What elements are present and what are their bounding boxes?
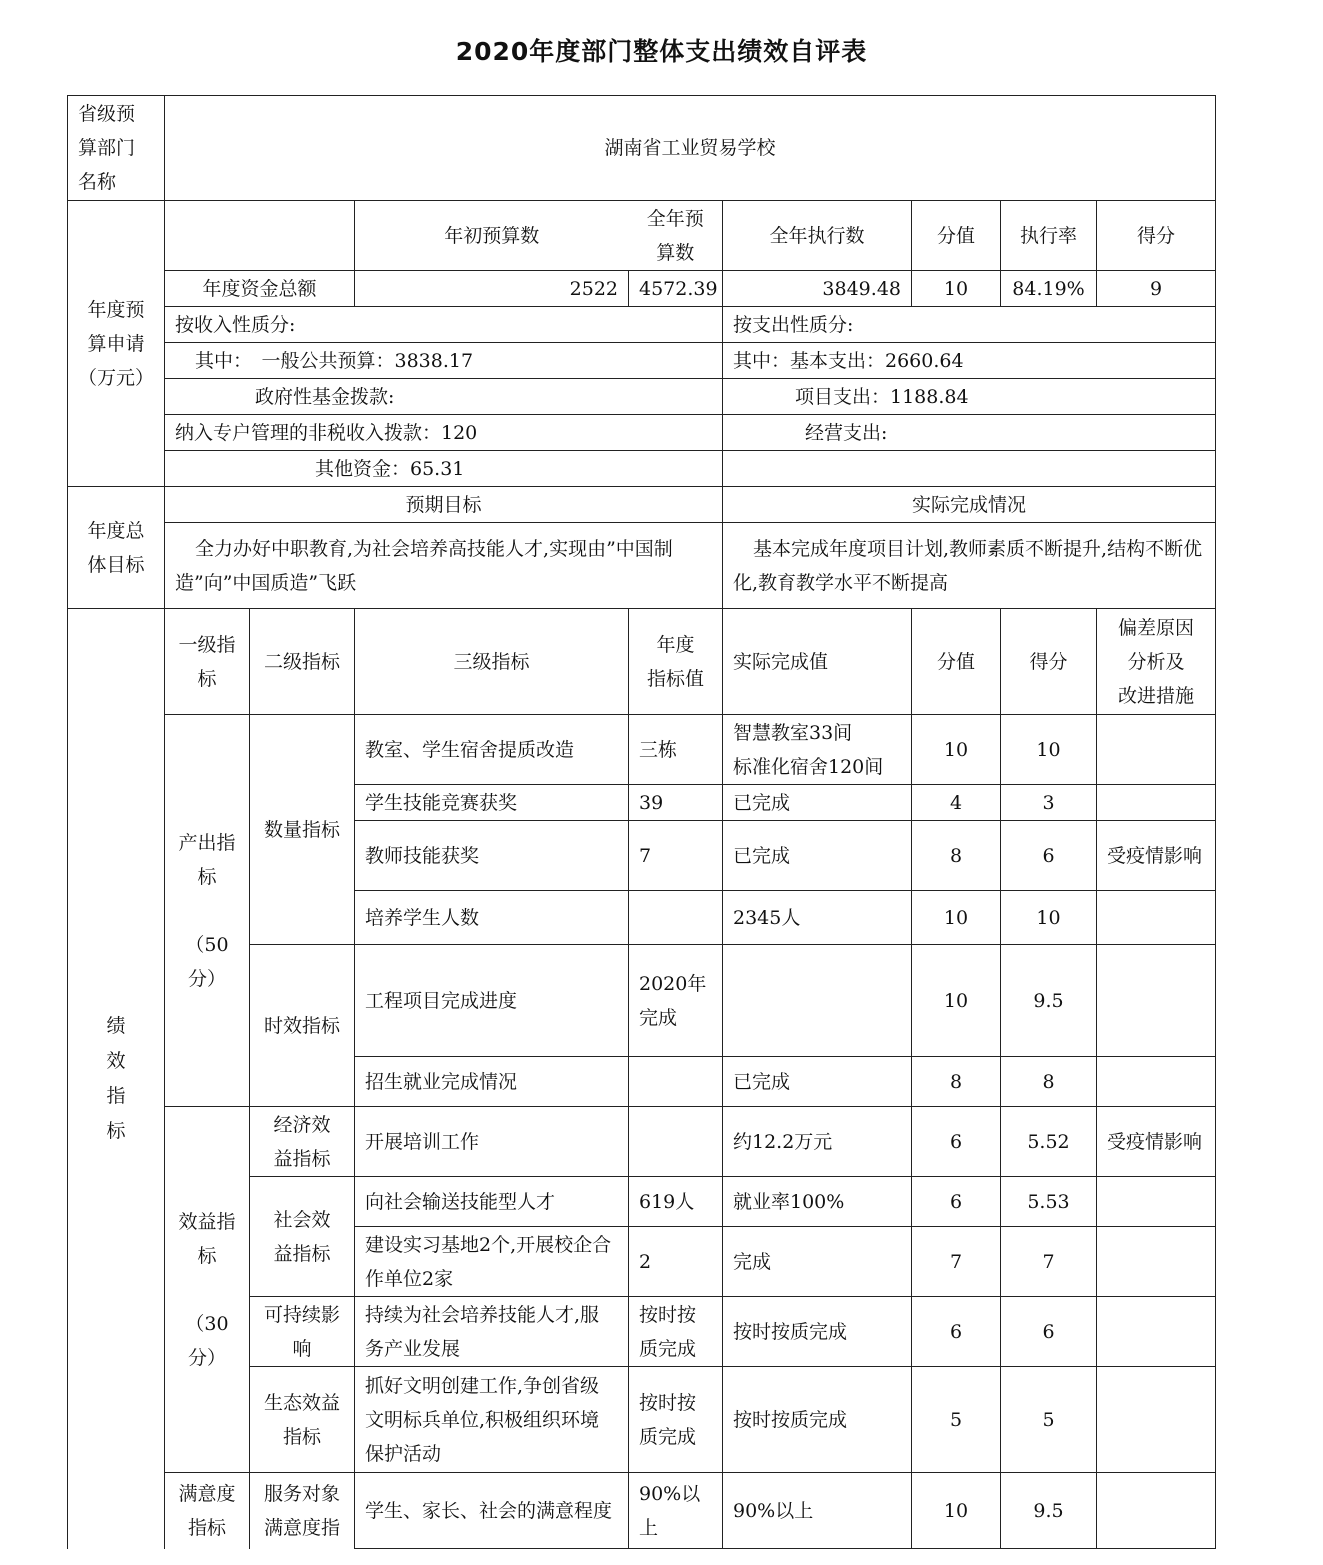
- level3-cell: 抓好文明创建工作,争创省级文明标兵单位,积极组织环境保护活动: [355, 1367, 629, 1473]
- actual-cell: 90%以上: [723, 1473, 912, 1549]
- actual-cell: 已完成: [723, 1057, 912, 1107]
- social-benefit-label: 社会效 益指标: [250, 1177, 355, 1297]
- score-value-cell: 10: [912, 945, 1001, 1057]
- expense-basic: 其中：基本支出：2660.64: [723, 343, 1216, 379]
- deviation-cell: 受疫情影响: [1097, 1107, 1216, 1177]
- score-cell: 9.5: [1001, 1473, 1097, 1549]
- header-initial-budget: 年初预算数: [355, 201, 629, 271]
- deviation-cell: [1097, 1057, 1216, 1107]
- score-value-cell: 6: [912, 1297, 1001, 1367]
- header-annual-budget: 全年预算数: [629, 201, 723, 271]
- target-cell: 2: [629, 1227, 723, 1297]
- level3-cell: 学生、家长、社会的满意程度: [355, 1473, 629, 1549]
- actual-cell: 就业率100%: [723, 1177, 912, 1227]
- total-score: 9: [1097, 271, 1216, 307]
- score-value-cell: 6: [912, 1107, 1001, 1177]
- actual-cell: 按时按质完成: [723, 1297, 912, 1367]
- target-cell: 619人: [629, 1177, 723, 1227]
- goals-label: 年度总 体目标: [68, 487, 165, 609]
- satisfaction-indicator-label: 满意度 指标: [165, 1473, 250, 1549]
- ecological-benefit-label: 生态效益 指标: [250, 1367, 355, 1473]
- target-cell: [629, 1057, 723, 1107]
- quantity-indicator-label: 数量指标: [250, 715, 355, 945]
- target-cell: 2020年完成: [629, 945, 723, 1057]
- score-value-cell: 10: [912, 891, 1001, 945]
- header-level2: 二级指标: [250, 609, 355, 715]
- header-executed: 全年执行数: [723, 201, 912, 271]
- deviation-cell: [1097, 1367, 1216, 1473]
- score-cell: 6: [1001, 821, 1097, 891]
- target-cell: 三栋: [629, 715, 723, 785]
- total-executed: 3849.48: [723, 271, 912, 307]
- deviation-cell: [1097, 1473, 1216, 1549]
- actual-cell: 完成: [723, 1227, 912, 1297]
- service-satisfaction-label: 服务对象 满意度指: [250, 1473, 355, 1549]
- deviation-cell: [1097, 715, 1216, 785]
- score-cell: 7: [1001, 1227, 1097, 1297]
- deviation-cell: [1097, 891, 1216, 945]
- score-cell: 5: [1001, 1367, 1097, 1473]
- income-general: 其中： 一般公共预算：3838.17: [165, 343, 723, 379]
- target-cell: 7: [629, 821, 723, 891]
- sustainable-impact-label: 可持续影 响: [250, 1297, 355, 1367]
- expected-goal-text: 全力办好中职教育,为社会培养高技能人才,实现由”中国制造”向”中国质造”飞跃: [165, 523, 723, 609]
- score-cell: 6: [1001, 1297, 1097, 1367]
- target-cell: 按时按质完成: [629, 1367, 723, 1473]
- income-title: 按收入性质分:: [165, 307, 723, 343]
- expense-blank: [723, 451, 1216, 487]
- total-rate: 84.19%: [1001, 271, 1097, 307]
- target-cell: [629, 1107, 723, 1177]
- expense-project: 项目支出：1188.84: [723, 379, 1216, 415]
- target-cell: 39: [629, 785, 723, 821]
- deviation-cell: [1097, 945, 1216, 1057]
- score-cell: 10: [1001, 715, 1097, 785]
- output-indicator-label: 产出指 标 （50 分）: [165, 715, 250, 1107]
- budget-header-blank: [165, 201, 355, 271]
- score-value-cell: 8: [912, 1057, 1001, 1107]
- dept-label: 省级预 算部门 名称: [68, 96, 165, 201]
- actual-cell: [723, 945, 912, 1057]
- header-ind-score: 得分: [1001, 609, 1097, 715]
- actual-cell: 按时按质完成: [723, 1367, 912, 1473]
- income-fund: 政府性基金拨款:: [165, 379, 723, 415]
- score-cell: 10: [1001, 891, 1097, 945]
- total-annual: 4572.39: [629, 271, 723, 307]
- total-funds-label: 年度资金总额: [165, 271, 355, 307]
- actual-cell: 约12.2万元: [723, 1107, 912, 1177]
- score-cell: 5.52: [1001, 1107, 1097, 1177]
- level3-cell: 开展培训工作: [355, 1107, 629, 1177]
- score-value-cell: 10: [912, 715, 1001, 785]
- header-level1: 一级指 标: [165, 609, 250, 715]
- actual-cell: 2345人: [723, 891, 912, 945]
- header-actual: 实际完成值: [723, 609, 912, 715]
- actual-completion-text: 基本完成年度项目计划,教师素质不断提升,结构不断优化,教育教学水平不断提高: [723, 523, 1216, 609]
- actual-cell: 已完成: [723, 821, 912, 891]
- target-cell: 按时按质完成: [629, 1297, 723, 1367]
- deviation-cell: 受疫情影响: [1097, 821, 1216, 891]
- score-cell: 3: [1001, 785, 1097, 821]
- deviation-cell: [1097, 1297, 1216, 1367]
- level3-cell: 学生技能竞赛获奖: [355, 785, 629, 821]
- actual-cell: 智慧教室33间 标准化宿舍120间: [723, 715, 912, 785]
- actual-cell: 已完成: [723, 785, 912, 821]
- actual-completion-header: 实际完成情况: [723, 487, 1216, 523]
- score-value-cell: 8: [912, 821, 1001, 891]
- level3-cell: 建设实习基地2个,开展校企合作单位2家: [355, 1227, 629, 1297]
- target-cell: 90%以上: [629, 1473, 723, 1549]
- performance-indicators-label: 绩 效 指 标: [68, 609, 165, 1549]
- expected-goal-header: 预期目标: [165, 487, 723, 523]
- score-value-cell: 5: [912, 1367, 1001, 1473]
- header-rate: 执行率: [1001, 201, 1097, 271]
- economic-benefit-label: 经济效 益指标: [250, 1107, 355, 1177]
- deviation-cell: [1097, 1177, 1216, 1227]
- total-score-value: 10: [912, 271, 1001, 307]
- level3-cell: 向社会输送技能型人才: [355, 1177, 629, 1227]
- header-target: 年度 指标值: [629, 609, 723, 715]
- dept-name: 湖南省工业贸易学校: [165, 96, 1216, 201]
- benefit-indicator-label: 效益指 标 （30 分）: [165, 1107, 250, 1473]
- score-cell: 5.53: [1001, 1177, 1097, 1227]
- level3-cell: 培养学生人数: [355, 891, 629, 945]
- expense-title: 按支出性质分:: [723, 307, 1216, 343]
- score-value-cell: 6: [912, 1177, 1001, 1227]
- self-evaluation-table: [67, 95, 1216, 1549]
- score-value-cell: 10: [912, 1473, 1001, 1549]
- level3-cell: 教师技能获奖: [355, 821, 629, 891]
- level3-cell: 工程项目完成进度: [355, 945, 629, 1057]
- target-cell: [629, 891, 723, 945]
- level3-cell: 教室、学生宿舍提质改造: [355, 715, 629, 785]
- score-cell: 9.5: [1001, 945, 1097, 1057]
- level3-cell: 持续为社会培养技能人才,服务产业发展: [355, 1297, 629, 1367]
- header-level3: 三级指标: [355, 609, 629, 715]
- page-title: 2020年度部门整体支出绩效自评表: [455, 37, 868, 66]
- header-score: 得分: [1097, 201, 1216, 271]
- header-ind-score-value: 分值: [912, 609, 1001, 715]
- income-other: 其他资金：65.31: [165, 451, 723, 487]
- total-initial: 2522: [355, 271, 629, 307]
- score-cell: 8: [1001, 1057, 1097, 1107]
- expense-operation: 经营支出:: [723, 415, 1216, 451]
- score-value-cell: 7: [912, 1227, 1001, 1297]
- deviation-cell: [1097, 785, 1216, 821]
- timeliness-indicator-label: 时效指标: [250, 945, 355, 1107]
- budget-label: 年度预 算申请 （万元）: [68, 201, 165, 487]
- level3-cell: 招生就业完成情况: [355, 1057, 629, 1107]
- deviation-cell: [1097, 1227, 1216, 1297]
- header-deviation: 偏差原因 分析及 改进措施: [1097, 609, 1216, 715]
- income-nontax: 纳入专户管理的非税收入拨款：120: [165, 415, 723, 451]
- score-value-cell: 4: [912, 785, 1001, 821]
- header-score-value: 分值: [912, 201, 1001, 271]
